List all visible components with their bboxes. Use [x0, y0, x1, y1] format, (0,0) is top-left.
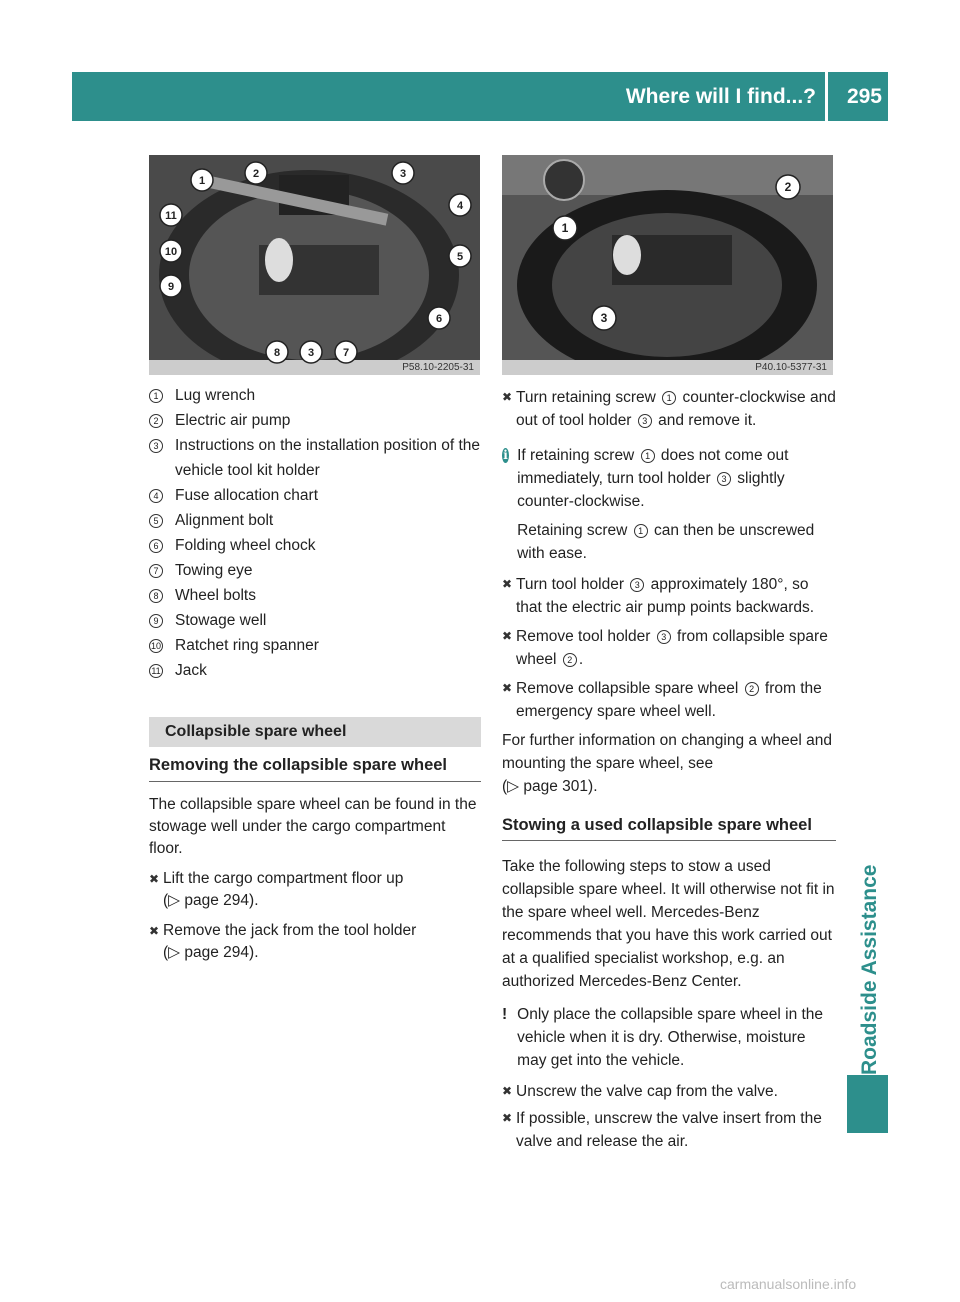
right-column: [502, 386, 836, 1153]
arrow-icon: ✖: [502, 390, 513, 404]
step: ✖ Remove the jack from the tool holder (▷ page 294).: [149, 922, 417, 961]
subheading: Removing the collapsible spare wheel: [149, 753, 481, 782]
step: ✖ Remove collapsible spare wheel 2 from the emergency spare wheel well.: [502, 677, 836, 723]
callout-1: 1: [198, 175, 206, 187]
legend-item: 1 Lug wrench: [149, 383, 481, 408]
callout-5: 5: [456, 251, 464, 263]
info-note: i If retaining screw 1 does not come out immediately, turn tool holder 3 slightly counter-clockwise. Retaining screw 1 can then be unscrewed with ease.: [503, 447, 815, 562]
callout-1: 1: [561, 221, 569, 235]
legend-item: 8 Wheel bolts: [149, 583, 481, 608]
legend-item: 10 Ratchet ring spanner: [150, 637, 319, 654]
info-icon: i: [503, 448, 508, 462]
step: ✖ Unscrew the valve cap from the valve.: [502, 1080, 836, 1103]
page-header: [72, 72, 888, 121]
callout-3: 3: [600, 311, 608, 325]
callout-2: 2: [784, 180, 792, 194]
callout-8: 8: [273, 347, 281, 359]
callout-3a: 3: [399, 168, 407, 180]
callout-7: 7: [342, 347, 350, 359]
callout-2: 2: [252, 168, 260, 180]
further-info: For further information on changing a wheel and mounting the spare wheel, see (▷ page 301).: [502, 732, 833, 795]
arrow-icon: ✖: [502, 577, 513, 591]
spare-wheel-photo: [502, 155, 833, 375]
arrow-icon: ✖: [149, 924, 160, 938]
legend-item: 3 Instructions on the installation position of the vehicle tool kit holder: [149, 433, 481, 483]
arrow-icon: ✖: [149, 872, 160, 886]
legend-item: 11 Jack: [149, 658, 481, 683]
step: ✖ Remove tool holder 3 from collapsible spare wheel 2 .: [502, 625, 836, 671]
section-heading: Collapsible spare wheel: [149, 717, 481, 747]
header-separator: [825, 72, 828, 121]
figure-code: P58.10-2205-31: [402, 362, 474, 373]
callout-9: 9: [167, 281, 175, 293]
warning-note: ! Only place the collapsible spare wheel in the vehicle when it is dry. Otherwise, moisture may get into the vehicle.: [502, 1003, 836, 1072]
arrow-icon: ✖: [502, 1111, 513, 1125]
step: ✖ If possible, unscrew the valve insert from the valve and release the air.: [502, 1107, 836, 1153]
step: ✖ Turn tool holder 3 approximately 180°, so that the electric air pump points backwards.: [502, 573, 836, 619]
legend-item: 5 Alignment bolt: [149, 508, 481, 533]
sidebar-tab: [847, 1075, 888, 1133]
callout-4: 4: [456, 200, 464, 212]
left-column: [149, 383, 481, 964]
sidebar-label: Roadside Assistance: [858, 864, 881, 1075]
page-number: 295: [846, 85, 882, 108]
warning-icon: !: [502, 1006, 508, 1023]
figure-code: P40.10-5377-31: [755, 362, 827, 373]
legend-item: 6 Folding wheel chock: [149, 533, 481, 558]
legend-item: 4 Fuse allocation chart: [149, 483, 481, 508]
callout-10: 10: [164, 246, 178, 258]
arrow-icon: ✖: [502, 1084, 513, 1098]
stow-paragraph: Take the following steps to stow a used collapsible spare wheel. It will otherwise not fit in the spare wheel well. Mercedes-Benz recommends that you have this work carried out at a qualified specialist workshop, e.g. an authorized Mercedes-Benz Center.: [502, 858, 835, 990]
intro-paragraph: The collapsible spare wheel can be found in the stowage well under the cargo compartment floor.: [149, 796, 477, 857]
header-title: Where will I find...?: [625, 85, 816, 108]
subheading: Stowing a used collapsible spare wheel: [502, 814, 836, 841]
legend-item: 2 Electric air pump: [149, 408, 481, 433]
callout-6: 6: [435, 313, 443, 325]
callout-11: 11: [165, 210, 177, 222]
arrow-icon: ✖: [502, 629, 513, 643]
callout-3b: 3: [307, 347, 315, 359]
footer-watermark: carmanualsonline.info: [720, 1276, 857, 1292]
step: ✖ Turn retaining screw 1 counter-clockwise and out of tool holder 3 and remove it.: [502, 386, 836, 432]
legend-list: [149, 383, 481, 683]
legend-item: 7 Towing eye: [149, 558, 481, 583]
tool-kit-photo: [149, 155, 480, 375]
tool-kit-illustration: [149, 155, 480, 375]
arrow-icon: ✖: [502, 681, 513, 695]
spare-wheel-illustration: [502, 155, 833, 375]
legend-item: 9 Stowage well: [149, 608, 481, 633]
step: ✖ Lift the cargo compartment floor up (▷ page 294).: [149, 870, 404, 909]
